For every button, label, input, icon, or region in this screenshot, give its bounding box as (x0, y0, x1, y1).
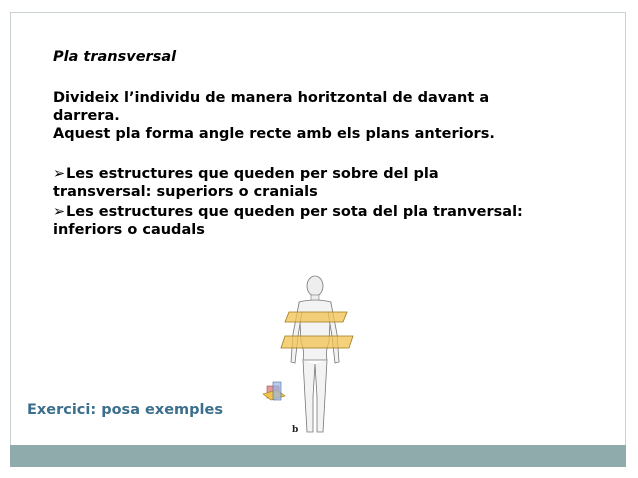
description-line: Divideix l’individu de manera horitzontal de davant a (53, 90, 490, 106)
bullet-text: inferiors o caudals (53, 222, 205, 238)
description (53, 89, 593, 143)
bullet-text: Les estructures que queden per sota del pla tranversal: (66, 204, 523, 220)
bullet-text: transversal: superiors o cranials (53, 184, 318, 200)
arrow-bullet-icon: ➢ (53, 166, 66, 182)
bottom-bar (10, 445, 626, 467)
axes-diagram (263, 382, 285, 400)
exercise-prompt: Exercici: posa exemples (27, 402, 223, 418)
description-line: Aquest pla forma angle recte amb els plans anteriors. (53, 126, 495, 142)
bullet-text: Les estructures que queden per sobre del pla (66, 166, 439, 182)
anatomy-figure (255, 272, 375, 442)
bullet-item (53, 165, 593, 201)
bullet-item (53, 203, 593, 239)
description-line: darrera. (53, 108, 120, 124)
arrow-bullet-icon: ➢ (53, 204, 66, 220)
figure-label: b (292, 425, 299, 435)
slide-heading: Pla transversal (53, 49, 177, 65)
